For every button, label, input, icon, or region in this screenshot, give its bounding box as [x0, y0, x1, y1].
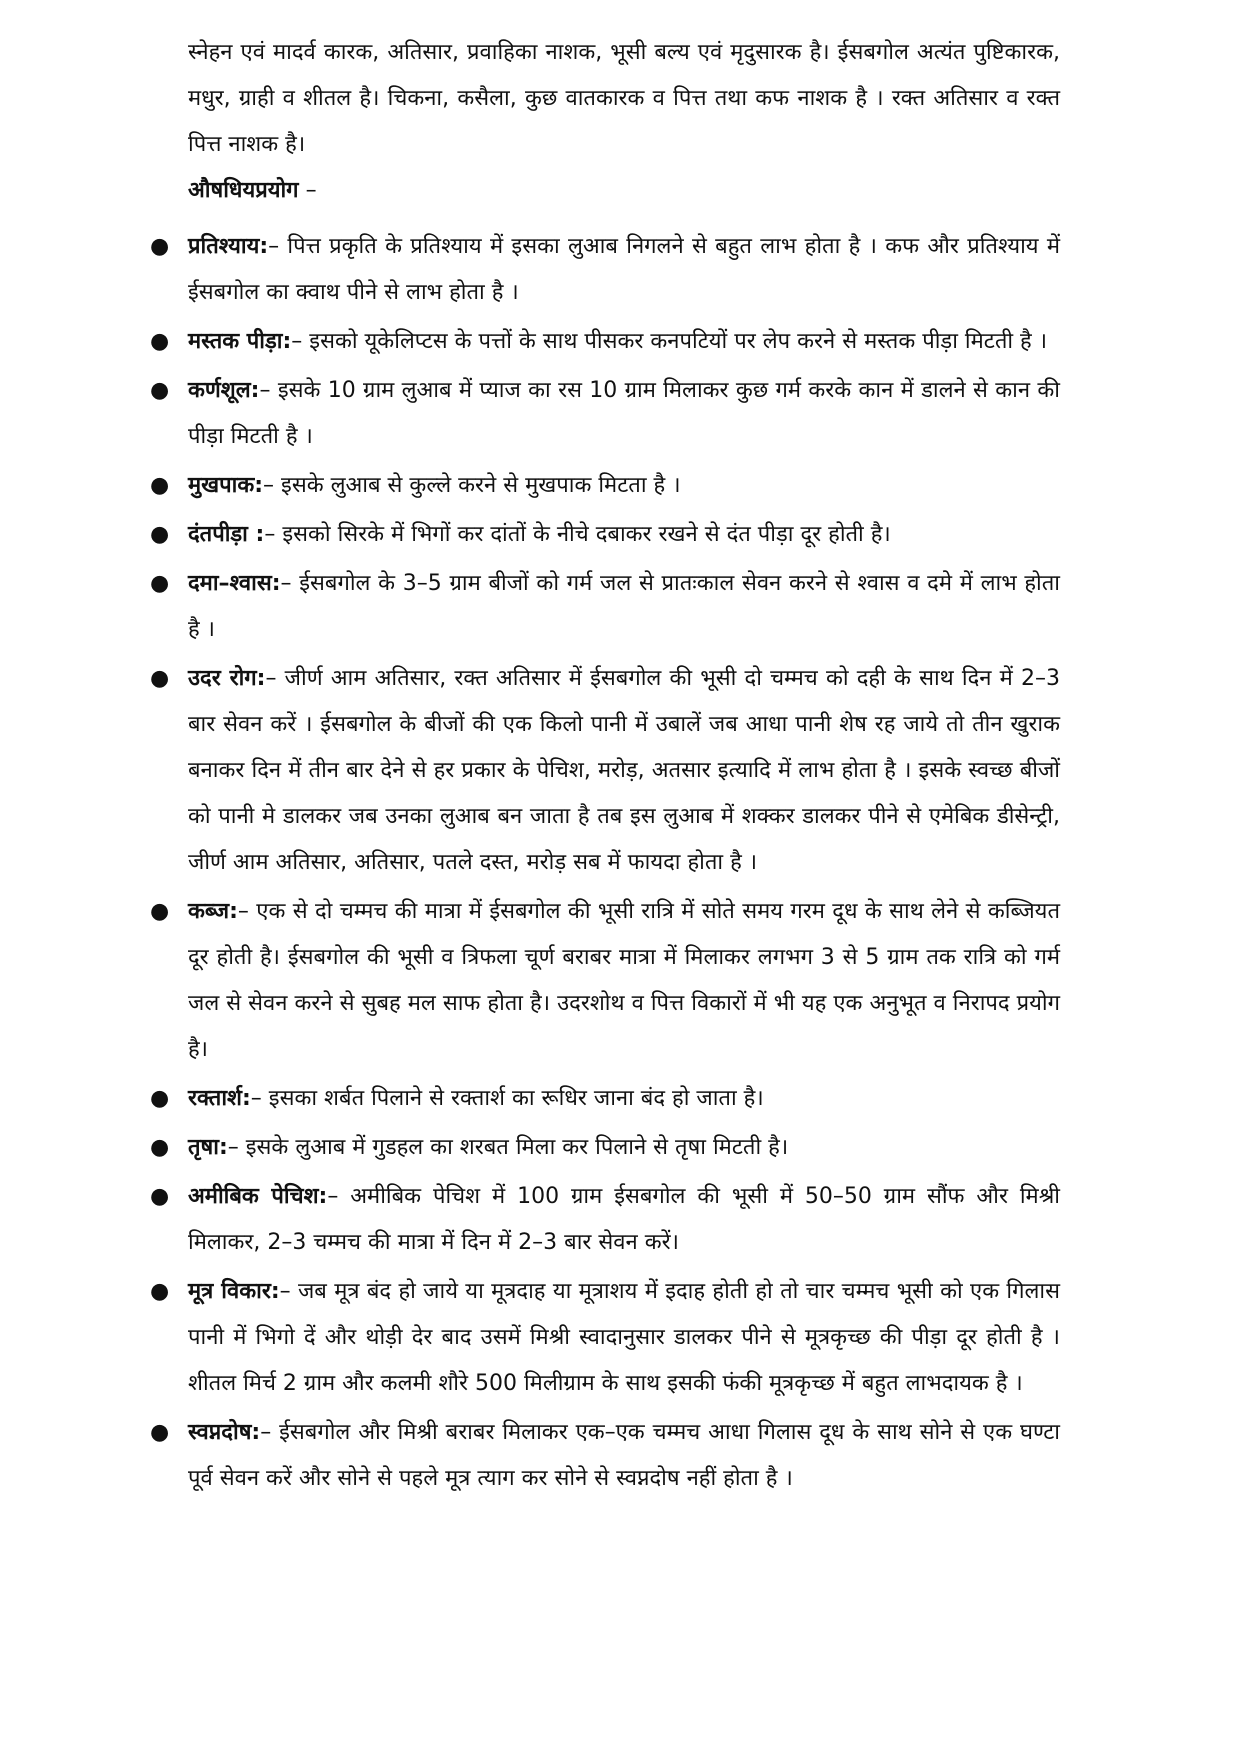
item-text: – इसके लुआब में गुडहल का शरबत मिला कर पिलाने से तृषा मिटती है।	[227, 1135, 789, 1160]
intro-paragraph: स्नेहन एवं मादर्व कारक, अतिसार, प्रवाहिका नाशक, भूसी बल्य एवं मृदुसारक है। ईसबगोल अत्यंत पुष्टिकारक, मधुर, ग्राही व शीतल है। चिकना, कसैला, कुछ वातकारक व पित्त तथा कफ नाशक है । रक्त अतिसार व रक्त पित्त नाशक है।	[188, 40, 1060, 157]
bullet-icon: ●	[150, 378, 170, 403]
remedy-list	[150, 224, 1061, 1502]
item-text: – अमीबिक पेचिश में 100 ग्राम ईसबगोल की भूसी में 50–50 ग्राम सौंफ और मिश्री मिलाकर, 2–3 चम्मच की मात्रा में दिन में 2–3 बार सेवन करें।	[188, 1184, 1060, 1255]
bullet-icon: ●	[150, 522, 170, 547]
bullet-icon: ●	[150, 666, 170, 691]
bullet-icon: ●	[150, 1420, 170, 1445]
item-text: – ईसबगोल के 3–5 ग्राम बीजों को गर्म जल से प्रातःकाल सेवन करने से श्वास व दमे में लाभ होता है ।	[188, 571, 1060, 642]
item-text: – इसका शर्बत पिलाने से रक्तार्श का रूधिर जाना बंद हो जाता है।	[250, 1086, 764, 1111]
list-item	[150, 368, 1060, 460]
bullet-icon: ●	[150, 1279, 170, 1304]
bullet-icon: ●	[150, 899, 170, 924]
bullet-icon: ●	[150, 1086, 170, 1111]
list-item	[150, 656, 1061, 886]
item-term: मुखपाक:	[188, 473, 264, 498]
item-term: स्वप्नदोष:	[188, 1420, 261, 1445]
item-term: दंतपीड़ा :	[188, 522, 265, 547]
item-term: तृषा:	[188, 1135, 228, 1160]
bullet-icon: ●	[150, 234, 170, 259]
list-item	[150, 889, 1060, 1073]
item-text: – एक से दो चम्मच की मात्रा में ईसबगोल की भूसी रात्रि में सोते समय गरम दूध के साथ लेने से कब्जियत दूर होती है। ईसबगोल की भूसी व त्रिफला चूर्ण बराबर मात्रा में मिलाकर लगभग 3 से 5 ग्राम तक रात्रि को गर्म जल से सेवन करने से सुबह मल साफ होता है। उदरशोथ व पित्त विकारों में भी यह एक अनुभूत व निरापद प्रयोग है।	[188, 899, 1060, 1062]
item-term: उदर रोग:	[188, 666, 266, 691]
section-heading-title: औषधियप्रयोग	[188, 178, 299, 203]
item-text: – इसको सिरके में भिगों कर दांतों के नीचे दबाकर रखने से दंत पीड़ा दूर होती है।	[264, 522, 891, 547]
list-item	[150, 319, 1060, 365]
item-term: मस्तक पीड़ा:	[188, 329, 292, 354]
list-item	[150, 1269, 1061, 1407]
list-item	[150, 463, 1060, 509]
list-item	[150, 1174, 1060, 1266]
bullet-icon: ●	[150, 473, 170, 498]
bullet-icon: ●	[150, 329, 170, 354]
item-term: कब्ज:	[188, 899, 238, 924]
item-text: – पित्त प्रकृति के प्रतिश्याय में इसका लुआब निगलने से बहुत लाभ होता है । कफ और प्रतिश्याय में ईसबगोल का क्वाथ पीने से लाभ होता है ।	[188, 234, 1060, 305]
item-term: मूत्र विकार:	[188, 1279, 280, 1304]
item-text: – जब मूत्र बंद हो जाये या मूत्रदाह या मूत्राशय में इदाह होती हो तो चार चम्मच भूसी को एक गिलास पानी में भिगो दें और थोड़ी देर बाद उसमें मिश्री स्वादानुसार डालकर पीने से मूत्रकृच्छ की पीड़ा दूर होती है । शीतल मिर्च 2 ग्राम और कलमी शौरे 500 मिलीग्राम के साथ इसकी फंकी मूत्रकृच्छ में बहुत लाभदायक है ।	[188, 1279, 1061, 1396]
item-text: – ईसबगोल और मिश्री बराबर मिलाकर एक–एक चम्मच आधा गिलास दूध के साथ सोने से एक घण्टा पूर्व सेवन करें और सोने से पहले मूत्र त्याग कर सोने से स्वप्नदोष नहीं होता है ।	[188, 1420, 1060, 1491]
section-heading-dash: –	[298, 178, 317, 203]
list-item	[150, 561, 1060, 653]
item-term: रक्तार्श:	[188, 1086, 251, 1111]
item-text: – इसके 10 ग्राम लुआब में प्याज का रस 10 ग्राम मिलाकर कुछ गर्म करके कान में डालने से कान की पीड़ा मिटती है ।	[188, 378, 1060, 449]
bullet-icon: ●	[150, 1135, 170, 1160]
item-term: कर्णशूल:	[188, 378, 260, 403]
bullet-icon: ●	[150, 571, 170, 596]
item-text: – जीर्ण आम अतिसार, रक्त अतिसार में ईसबगोल की भूसी दो चम्मच को दही के साथ दिन में 2–3 बार सेवन करें । ईसबगोल के बीजों की एक किलो पानी में उबालें जब आधा पानी शेष रह जाये तो तीन खुराक बनाकर दिन में तीन बार देने से हर प्रकार के पेचिश, मरोड़, अतसार इत्यादि में लाभ होता है । इसके स्वच्छ बीजों को पानी मे डालकर जब उनका लुआब बन जाता है तब इस लुआब में शक्कर डालकर पीने से एमेबिक डीसेन्ट्री, जीर्ण आम अतिसार, अतिसार, पतले दस्त, मरोड़ सब में फायदा होता है ।	[188, 666, 1061, 875]
bullet-icon: ●	[150, 1184, 170, 1209]
item-term: अमीबिक पेचिश:	[188, 1184, 328, 1209]
item-text: – इसको यूकेलिप्टस के पत्तों के साथ पीसकर कनपटियों पर लेप करने से मस्तक पीड़ा मिटती है ।	[291, 329, 1048, 354]
list-item	[150, 512, 1060, 558]
item-text: – इसके लुआब से कुल्ले करने से मुखपाक मिटता है ।	[263, 473, 681, 498]
item-term: प्रतिश्याय:	[188, 234, 269, 259]
section-heading	[188, 168, 1060, 214]
list-item	[150, 1410, 1060, 1502]
list-item	[150, 224, 1060, 316]
item-term: दमा–श्वास:	[188, 571, 281, 596]
list-item	[150, 1076, 1060, 1122]
list-item	[150, 1125, 1060, 1171]
